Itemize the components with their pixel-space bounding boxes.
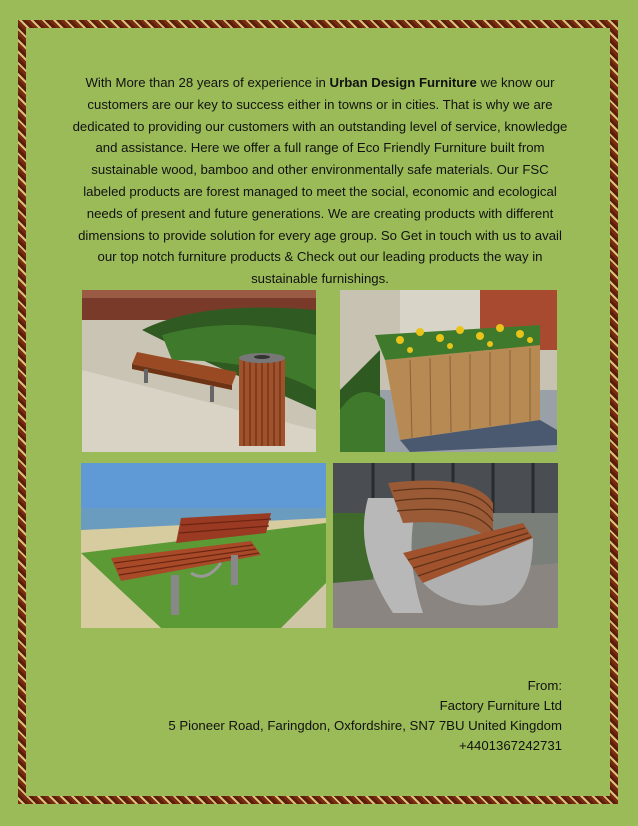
from-label: From: bbox=[527, 678, 562, 693]
photo-bench-and-bin bbox=[82, 290, 316, 452]
company-address: 5 Pioneer Road, Faringdon, Oxfordshire, SN7 7BU United Kingdom bbox=[168, 718, 562, 733]
intro-text-start: With More than 28 years of experience in bbox=[85, 75, 330, 90]
brand-name: Urban Design Furniture bbox=[329, 75, 477, 90]
company-phone: +4401367242731 bbox=[458, 738, 562, 753]
photo-curved-steel-bench bbox=[333, 463, 558, 628]
intro-text-rest: we know our customers are our key to success either in towns or in cities. That is why we are dedicated to providing our customers with an outstanding level of service, knowledge and assistance. Here we offer a full range of Eco Friendly Furniture built from sustainable wood, bamboo and other environmentally safe materials. Our FSC labeled products are forest managed to meet the social, economic and ecological needs of present and future generations. We are creating products with different dimensions to provide solution for every age group. So Get in touch with us to avail our top notch furniture products & Check out our leading products the way in sustainable furnishings. bbox=[72, 75, 568, 287]
company-name: Factory Furniture Ltd bbox=[439, 698, 562, 713]
photo-seaside-bench bbox=[81, 463, 326, 628]
photo-wooden-planter bbox=[340, 290, 557, 452]
intro-paragraph bbox=[70, 72, 570, 290]
contact-block bbox=[168, 676, 562, 756]
